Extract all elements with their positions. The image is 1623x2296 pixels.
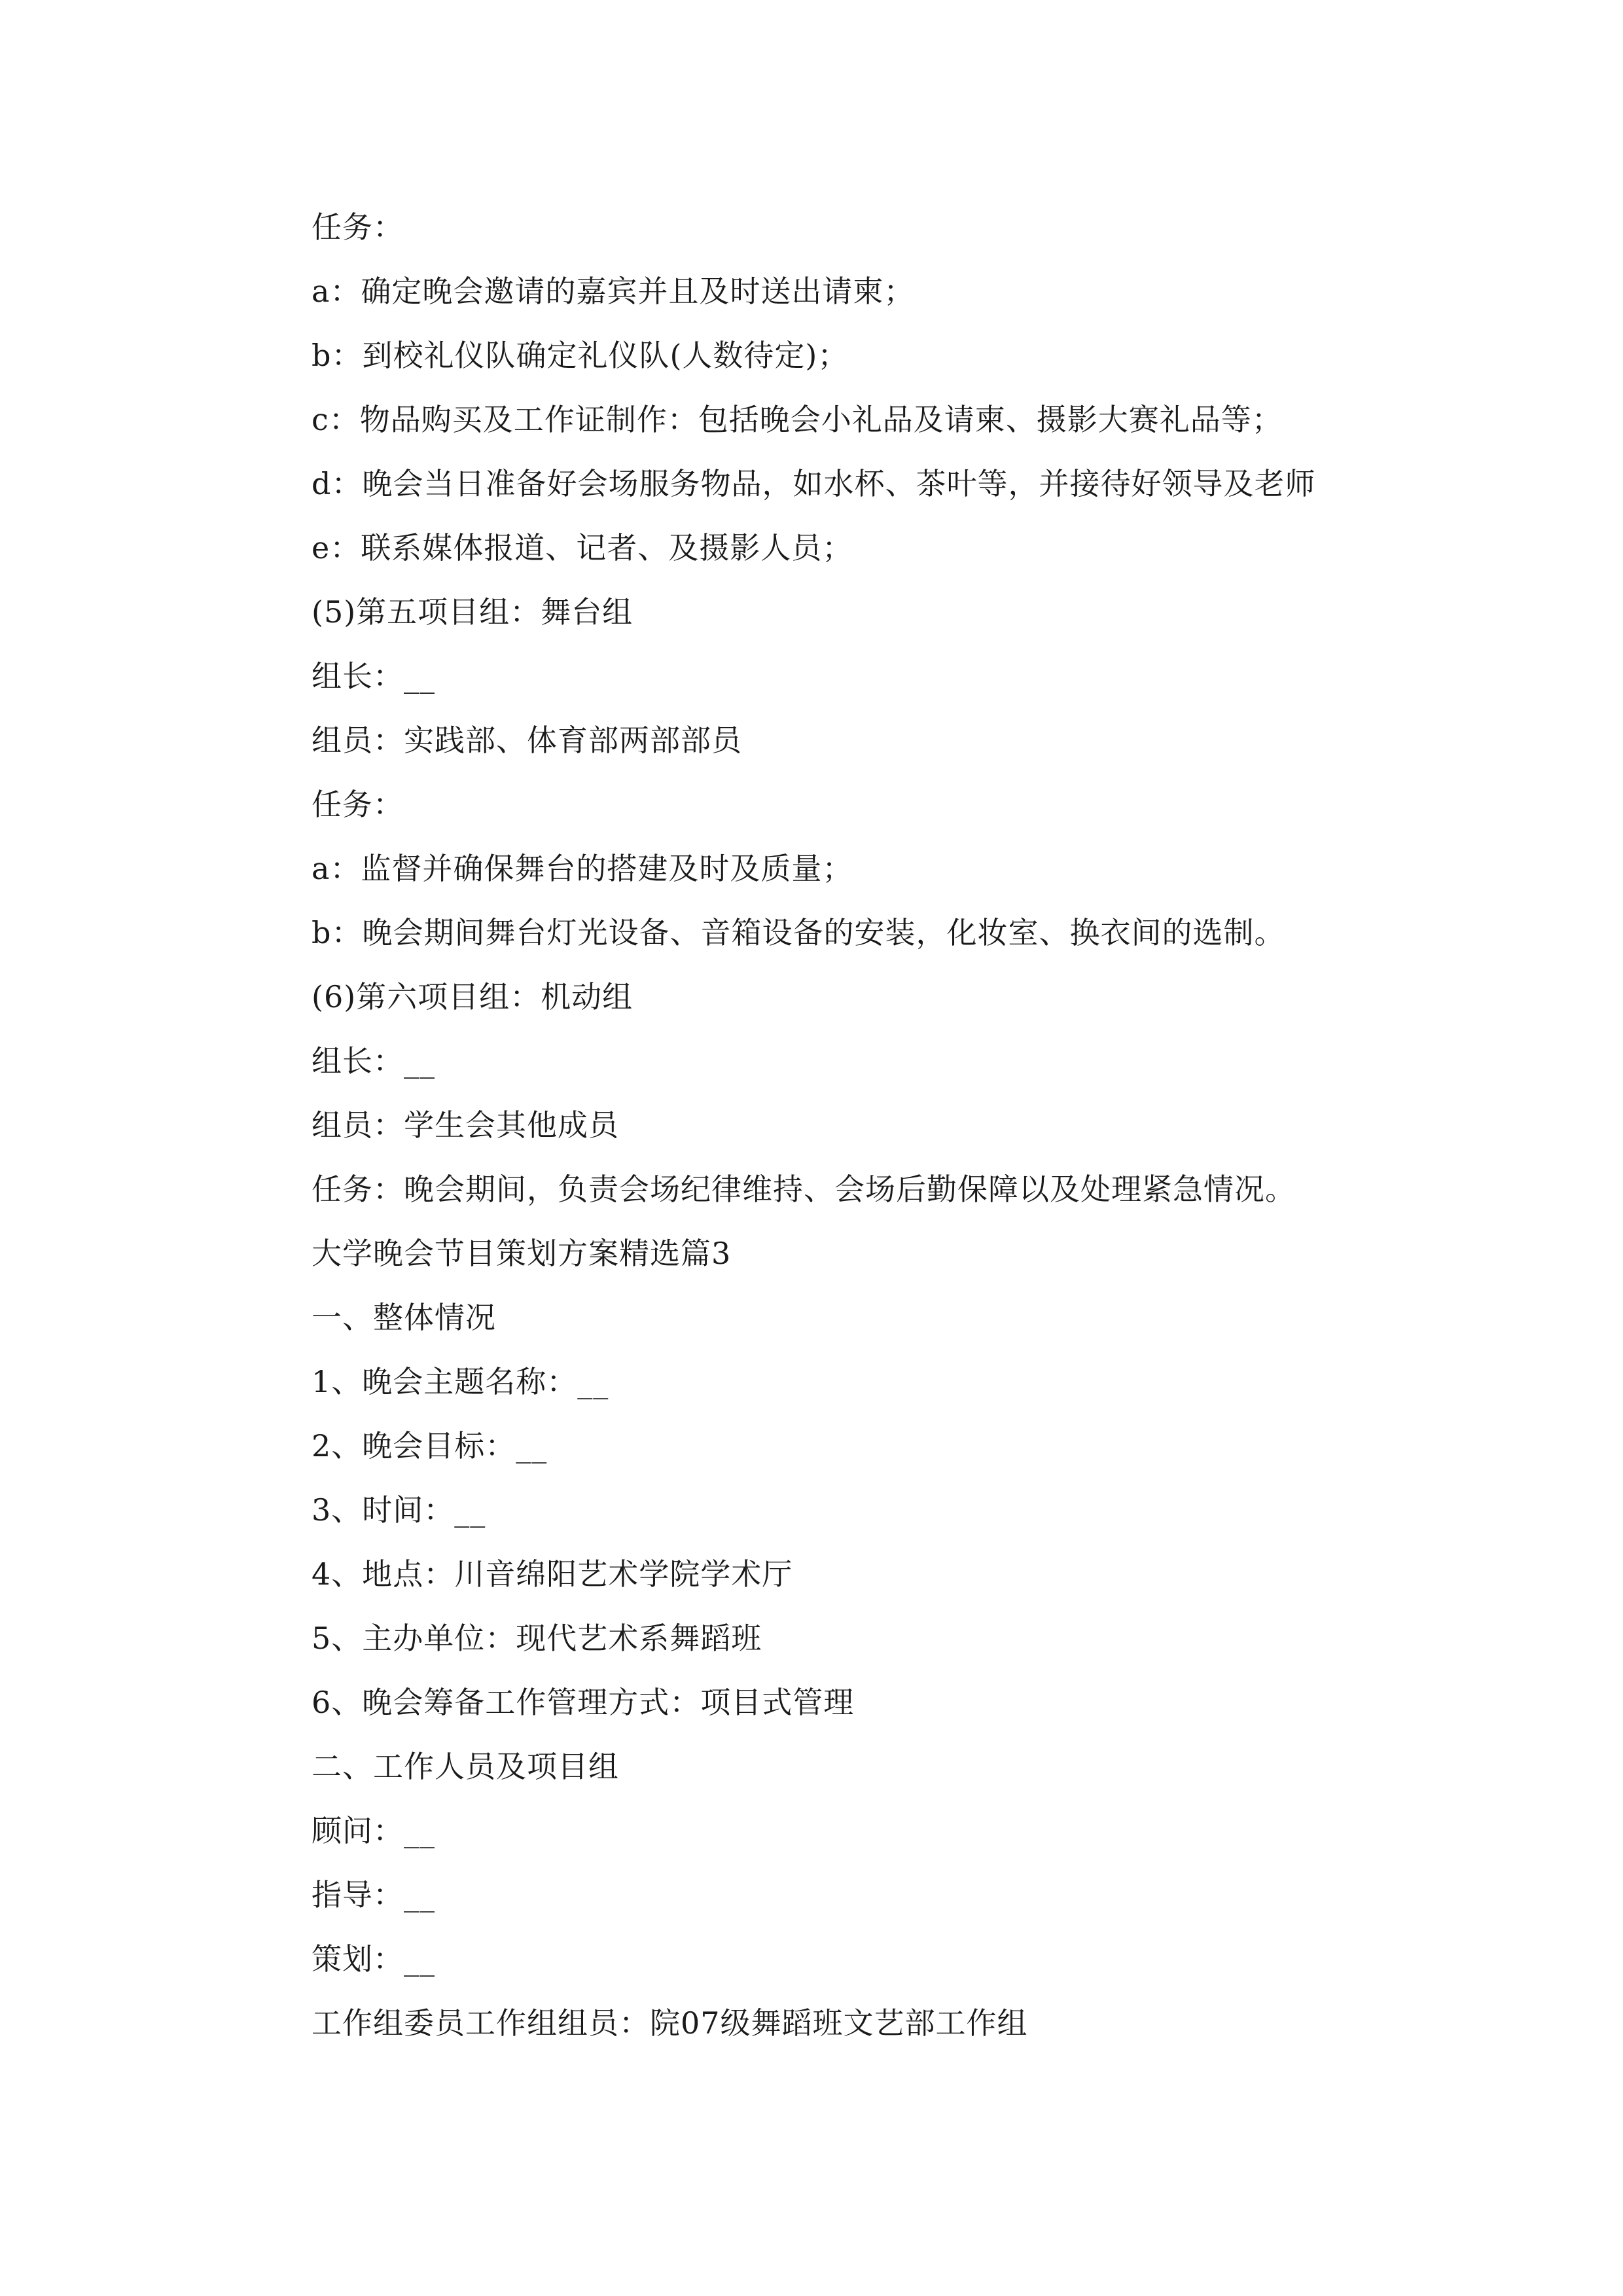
group-6-heading: (6)第六项目组：机动组 <box>312 979 633 1014</box>
group-5-task-a: a：监督并确保舞台的搭建及时及质量； <box>312 851 853 886</box>
overview-goal: 2、晚会目标：__ <box>312 1428 548 1463</box>
document-body <box>312 195 1424 2055</box>
group-5-heading: (5)第五项目组：舞台组 <box>312 594 633 630</box>
overview-location: 4、地点：川音绵阳艺术学院学术厅 <box>312 1556 793 1592</box>
task-item-c: c：物品购买及工作证制作：包括晚会小礼品及请柬、摄影大赛礼品等； <box>312 402 1283 437</box>
overview-heading: 一、整体情况 <box>312 1300 496 1335</box>
group-5-task-b: b：晚会期间舞台灯光设备、音箱设备的安装，化妆室、换衣间的选制。 <box>312 915 1285 950</box>
task-item-d: d：晚会当日准备好会场服务物品，如水杯、茶叶等，并接待好领导及老师 <box>312 466 1316 501</box>
task-item-b: b：到校礼仪队确定礼仪队(人数待定)； <box>312 338 849 373</box>
task-heading: 任务： <box>312 209 404 245</box>
overview-theme: 1、晚会主题名称：__ <box>312 1364 609 1399</box>
staff-heading: 二、工作人员及项目组 <box>312 1749 619 1784</box>
staff-advisor: 顾问：__ <box>312 1813 435 1848</box>
section-title: 大学晚会节目策划方案精选篇3 <box>312 1236 732 1271</box>
staff-committee: 工作组委员工作组组员：院07级舞蹈班文艺部工作组 <box>312 2005 1028 2041</box>
group-5-members: 组员：实践部、体育部两部部员 <box>312 723 742 758</box>
overview-time: 3、时间：__ <box>312 1492 486 1528</box>
staff-guide: 指导：__ <box>312 1877 435 1912</box>
group-5-leader: 组长：__ <box>312 658 435 694</box>
overview-management: 6、晚会筹备工作管理方式：项目式管理 <box>312 1685 855 1720</box>
group-6-members: 组员：学生会其他成员 <box>312 1107 619 1143</box>
group-6-leader: 组长：__ <box>312 1043 435 1079</box>
overview-organizer: 5、主办单位：现代艺术系舞蹈班 <box>312 1621 762 1656</box>
group-6-task: 任务：晚会期间，负责会场纪律维持、会场后勤保障以及处理紧急情况。 <box>312 1172 1296 1207</box>
task-item-a: a：确定晚会邀请的嘉宾并且及时送出请柬； <box>312 274 915 309</box>
group-5-task-heading: 任务： <box>312 787 404 822</box>
staff-planner: 策划：__ <box>312 1941 435 1977</box>
task-item-e: e：联系媒体报道、记者、及摄影人员； <box>312 530 853 565</box>
